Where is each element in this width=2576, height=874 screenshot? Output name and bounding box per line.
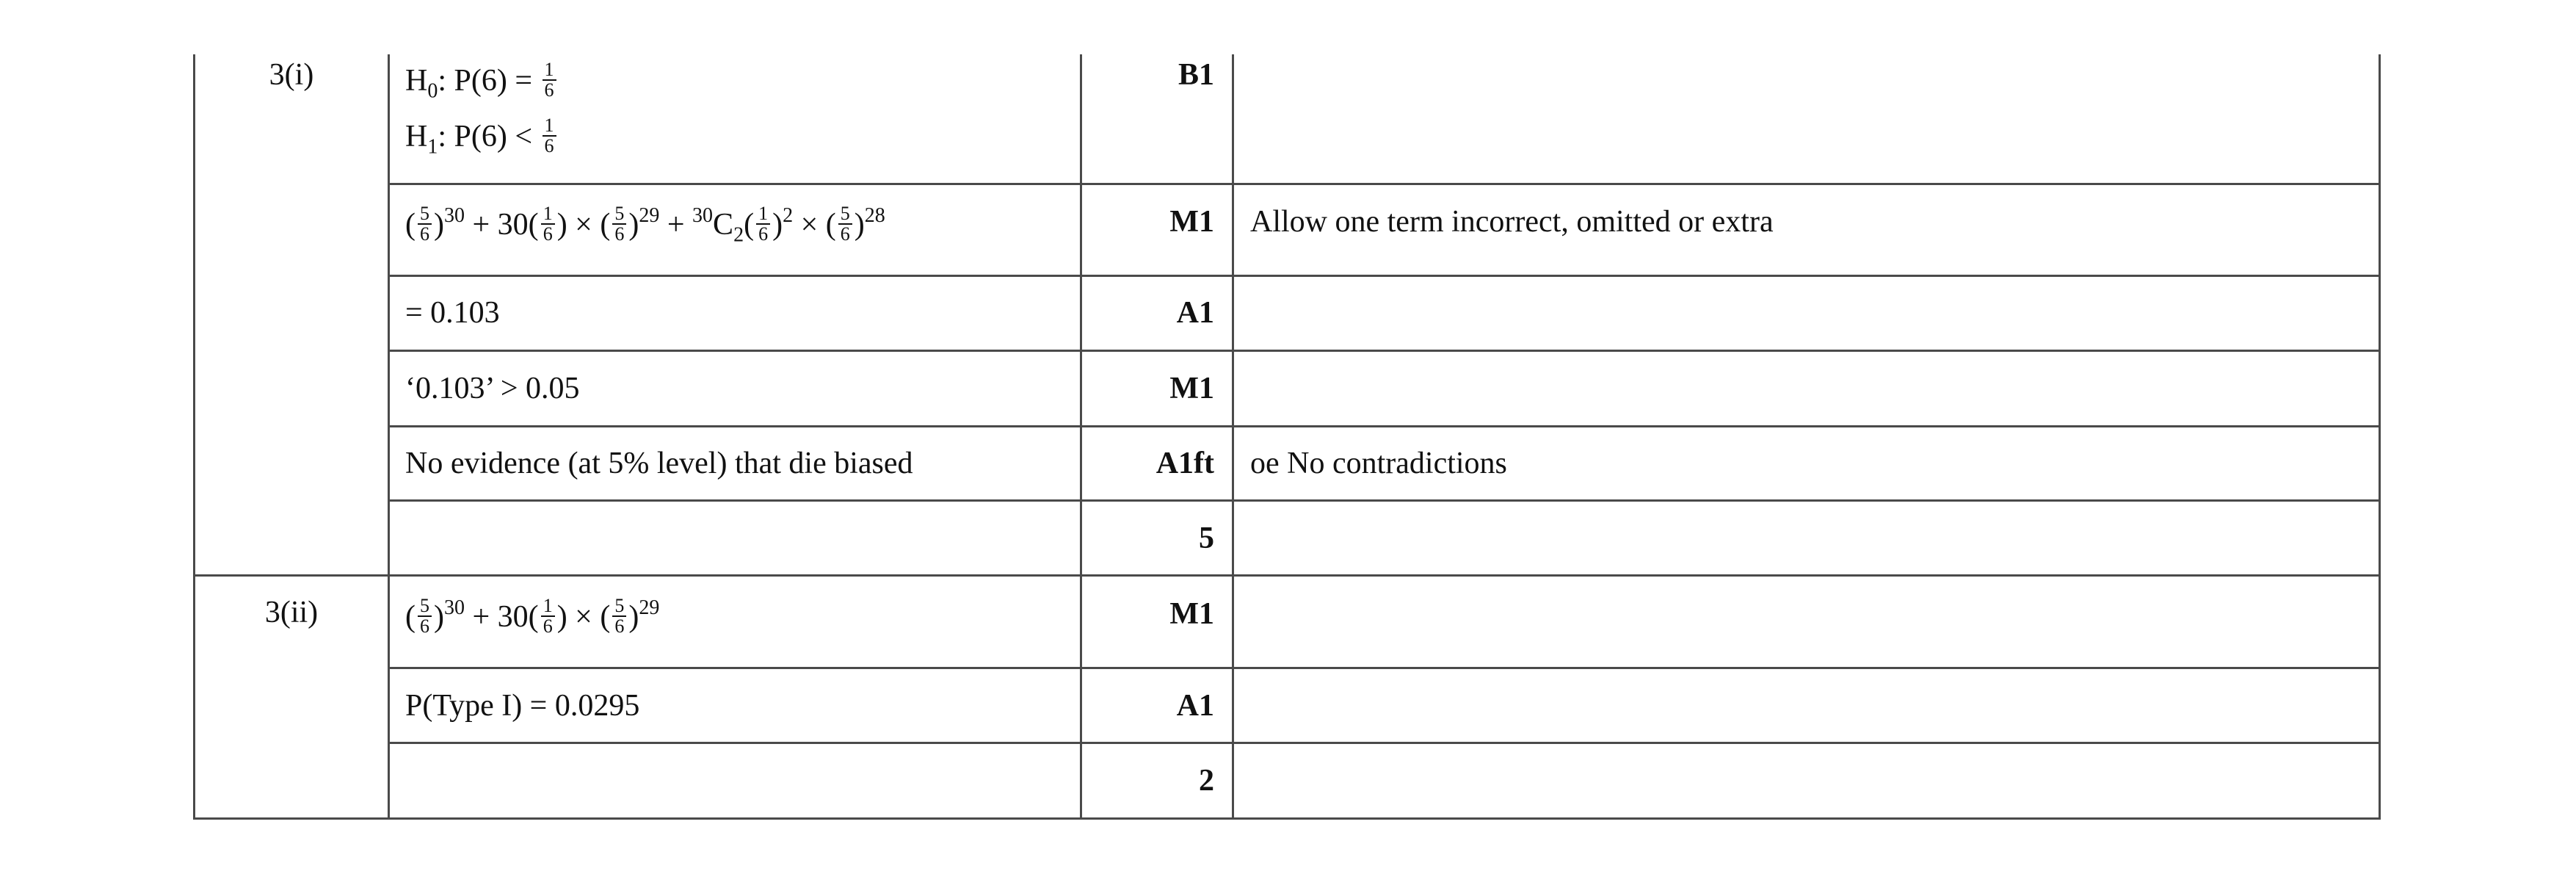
row-divider <box>388 499 2381 502</box>
hypothesis-h1: $H_1$: P(6) < $\frac{1}{6}$ <box>405 118 559 159</box>
row-divider <box>388 350 2381 352</box>
result-value: = 0.103 <box>405 296 500 330</box>
binomial-expression: ( $\frac{5}{6}$ )$^{30}$ + 30( $\frac{1}{6}$ ) × ( $\frac{5}{6}$ )$^{29}$ <box>405 595 660 638</box>
mark-conclusion: A1ft <box>1155 447 1214 480</box>
fraction: $\frac{1}{6}$ <box>543 116 556 156</box>
table-border-bottom <box>193 817 2381 820</box>
mark-result: A1 <box>1176 296 1214 330</box>
binomial-expression: ( $\frac{5}{6}$ )$^{30}$ + 30( $\frac{1}{6}$ ) × ( $\frac{5}{6}$ )$^{29} + ^{30}C_2$( $\frac{1}{6}$ )$^2$ × ( $\frac{5}{6}$ )$^{28}$ <box>405 203 885 247</box>
question-number: 3(i) <box>269 58 314 92</box>
mark-expression: M1 <box>1169 597 1214 631</box>
column-divider-answer <box>388 54 390 820</box>
mark-type-one: A1 <box>1176 689 1214 723</box>
comparison: ‘0.103’ > 0.05 <box>405 372 580 405</box>
mark-expression: M1 <box>1169 205 1214 239</box>
mark-comparison: M1 <box>1169 372 1214 405</box>
mark-hypotheses: B1 <box>1178 58 1214 92</box>
fraction: $\frac{1}{6}$ <box>543 60 556 100</box>
row-divider <box>388 183 2381 185</box>
table-border-right <box>2379 54 2381 820</box>
type-one-error: P(Type I) = 0.0295 <box>405 689 640 723</box>
question-divider <box>193 574 2381 577</box>
row-divider <box>388 667 2381 669</box>
hypothesis-h0: $H_0$: P(6) = $\frac{1}{6}$ <box>405 62 559 103</box>
guidance-conclusion: oe No contradictions <box>1250 447 1507 480</box>
total-marks: 5 <box>1199 521 1214 555</box>
row-divider <box>388 275 2381 277</box>
guidance-expression: Allow one term incorrect, omitted or extra <box>1250 205 1774 239</box>
row-divider <box>388 425 2381 427</box>
row-divider <box>388 742 2381 744</box>
conclusion: No evidence (at 5% level) that die biased <box>405 447 913 480</box>
question-number: 3(ii) <box>264 596 319 629</box>
column-divider-guidance <box>1232 54 1234 820</box>
table-border-left <box>193 54 195 820</box>
total-marks: 2 <box>1199 764 1214 798</box>
